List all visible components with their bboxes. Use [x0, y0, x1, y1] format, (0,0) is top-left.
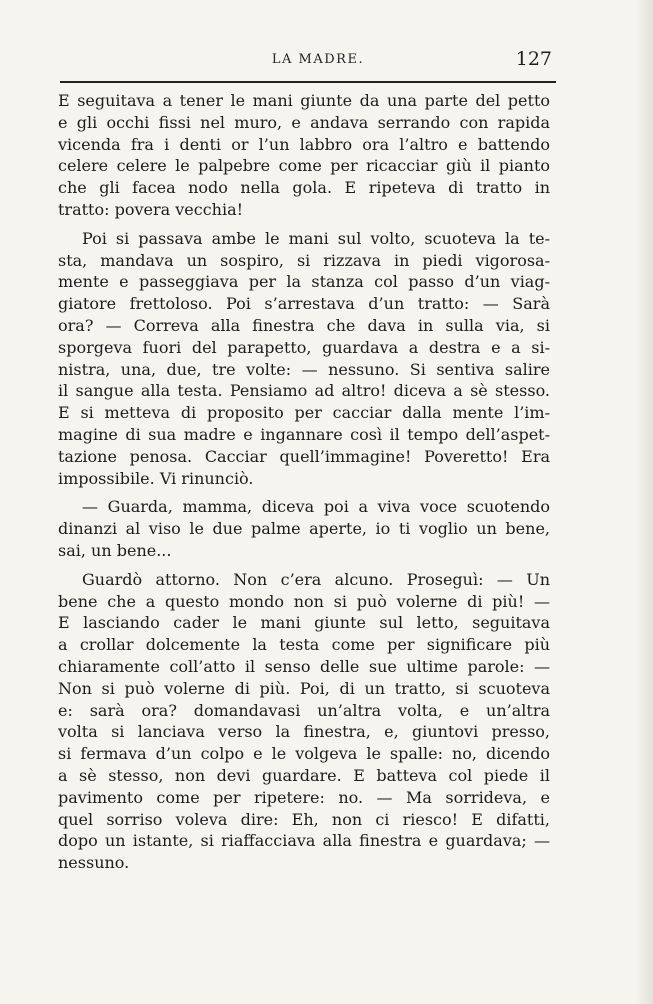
text-line: celere celere le palpebre come per ricacciar giù il pianto: [58, 156, 550, 176]
text-line: dopo un istante, si riaffacciava alla finestra e guardava; —: [58, 831, 550, 851]
text-line: giatore frettoloso. Poi s’arrestava d’un tratto: — Sarà: [58, 294, 550, 314]
text-line: Non si può volerne di più. Poi, di un tratto, si scuoteva: [58, 678, 550, 698]
text-line: sai, un bene...: [58, 540, 172, 560]
text-line: E si metteva di proposito per cacciar dalla mente l’im-: [58, 403, 550, 423]
text-line: ora? — Correva alla finestra che dava in sulla via, si: [58, 315, 550, 335]
text-line: e: sarà ora? domandavasi un’altra volta, e un’altra: [58, 700, 550, 720]
text-line: Poi si passava ambe le mani sul volto, scuoteva la te-: [82, 228, 550, 248]
text-line: nistra, una, due, tre volte: — nessuno. Si sentiva salire: [58, 359, 550, 379]
text-line: magine di sua madre e ingannare così il tempo dell’aspet-: [58, 424, 550, 444]
text-line: a sè stesso, non devi guardare. E batteva col piede il: [58, 765, 550, 785]
text-line: che gli facea nodo nella gola. E ripeteva di tratto in: [58, 178, 550, 198]
text-line: pavimento come per ripetere: no. — Ma sorrideva, e: [58, 787, 550, 807]
text-line: dinanzi al viso le due palme aperte, io ti voglio un bene,: [58, 519, 550, 539]
text-line: chiaramente coll’atto il senso delle sue ultime parole: —: [58, 656, 550, 676]
text-line: si fermava d’un colpo e le volgeva le spalle: no, dicendo: [58, 744, 550, 764]
body-text: [58, 90, 550, 874]
text-line: volta si lanciava verso la finestra, e, giuntovi presso,: [58, 722, 550, 742]
text-line: impossibile. Vi rinunciò.: [58, 468, 254, 488]
paragraph: [58, 228, 550, 490]
text-line: sporgeva fuori del parapetto, guardava a destra e a si-: [58, 337, 550, 357]
text-line: vicenda fra i denti or l’un labbro ora l’altro e battendo: [58, 134, 550, 154]
paragraph-gap: [58, 221, 550, 228]
text-line: Guardò attorno. Non c’era alcuno. Proseguì: — Un: [82, 569, 550, 589]
page-number: 127: [515, 48, 552, 70]
text-line: sta, mandava un sospiro, si rizzava in piedi vigorosa-: [58, 250, 550, 270]
text-line: E seguitava a tener le mani giunte da una parte del petto: [58, 91, 550, 110]
text-line: a crollar dolcemente la testa come per significare più: [58, 635, 550, 655]
text-line: tazione penosa. Cacciar quell’immagine! Poveretto! Era: [58, 446, 550, 466]
text-line: quel sorriso voleva dire: Eh, non ci riesco! E difatti,: [58, 809, 550, 829]
running-title: LA MADRE.: [271, 52, 365, 67]
paragraph-gap: [58, 562, 550, 569]
text-line: nessuno.: [58, 853, 130, 873]
text-line: il sangue alla testa. Pensiamo ad altro! diceva a sè stesso.: [58, 381, 550, 401]
page-header: [62, 48, 562, 78]
page-edge-shadow: [635, 0, 653, 1004]
text-line: e gli occhi fissi nel muro, e andava serrando con rapida: [58, 112, 550, 132]
text-line: E lasciando cader le mani giunte sul letto, seguitava: [58, 613, 550, 633]
text-line: mente e passeggiava per la stanza col passo d’un viag-: [58, 272, 550, 292]
text-line: tratto: povera vecchia!: [58, 199, 244, 219]
text-line: — Guarda, mamma, diceva poi a viva voce scuotendo: [82, 497, 550, 517]
paragraph: [58, 569, 550, 874]
paragraph-gap: [58, 489, 550, 496]
paragraph: [58, 496, 550, 561]
paragraph: [58, 90, 550, 221]
header-rule: [60, 81, 556, 83]
text-line: bene che a questo mondo non si può volerne di più! —: [58, 591, 550, 611]
